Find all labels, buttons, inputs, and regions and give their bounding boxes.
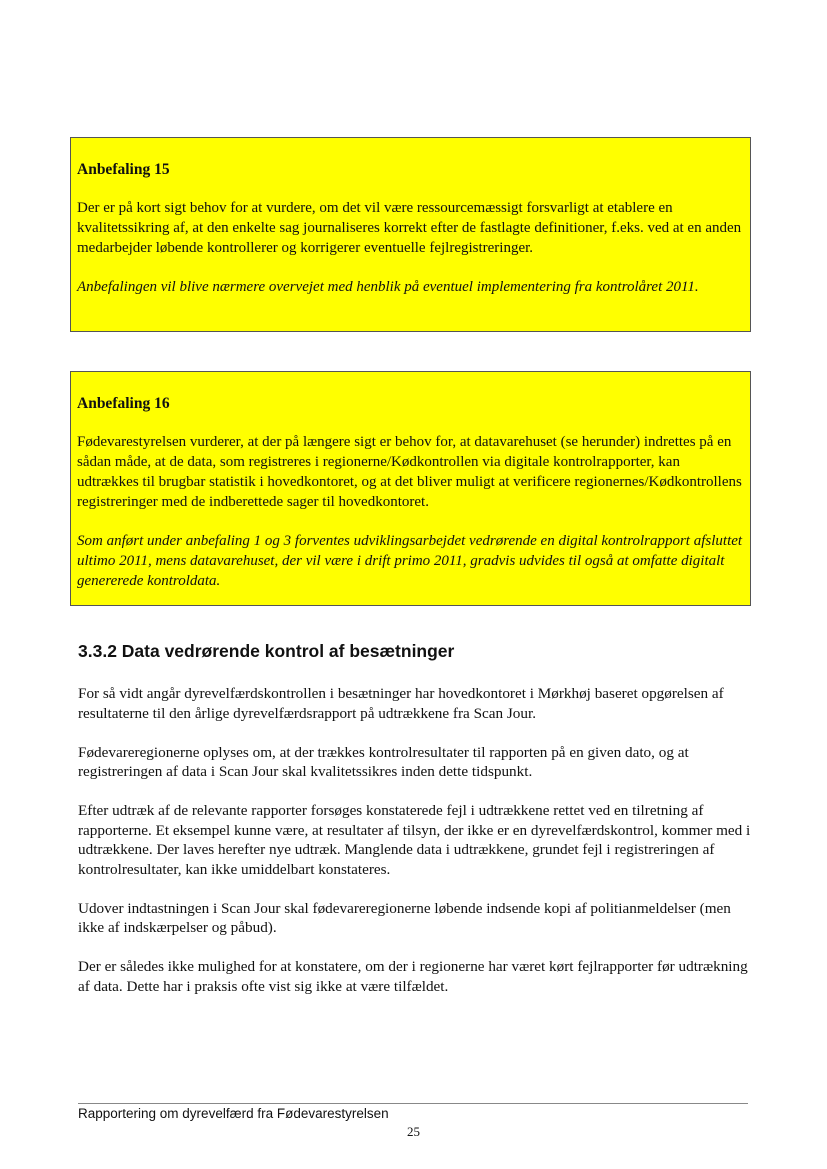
page-number: 25 <box>407 1124 420 1139</box>
paragraph: Der er således ikke mulighed for at konstatere, om der i regionerne har været kørt fejlrapporter før udtrækning af data. Dette har i praksis ofte vist sig ikke at være tilfældet. <box>78 958 748 995</box>
recommendation-response: Som anført under anbefaling 1 og 3 forventes udviklingsarbejdet vedrørende en digital kontrolrapport afsluttet ultimo 2011, mens datavarehuset, der vil være i drift primo 2011, gradvis udvides til også at omfatte digitalt genererede kontroldata. <box>77 533 743 589</box>
recommendation-box-16 <box>70 371 751 606</box>
recommendation-response: Anbefalingen vil blive nærmere overvejet med henblik på eventuel implementering fra kontrolåret 2011. <box>77 279 699 295</box>
section-body <box>78 684 753 1016</box>
paragraph: Udover indtastningen i Scan Jour skal fødevareregionerne løbende indsende kopi af politianmeldelser (men ikke af indskærpelser og påbud). <box>78 899 731 936</box>
recommendation-body: Der er på kort sigt behov for at vurdere, om det vil være ressourcemæssigt forsvarligt at etablere en kvalitetssikring af, at den enkelte sag journaliseres korrekt efter de fastlagte definitioner, f.eks. ved at en anden medarbejder løbende kontrollerer og korrigerer eventuelle fejlregistreringer. <box>77 200 742 256</box>
recommendation-box-15 <box>70 137 751 332</box>
paragraph: Efter udtræk af de relevante rapporter forsøges konstaterede fejl i udtrækkene rettet ved en tilretning af rapporterne. Et eksempel kunne være, at resultater af tilsyn, der ikke er en dyrevelfærdskontrol, kommer med i udtrækkene. Der laves herefter nye udtræk. Manglende data i udtrækkene, grundet fejl i registreringen af kontrolresultater, kan ikke umiddelbart konstateres. <box>78 802 751 878</box>
recommendation-title: Anbefaling 15 <box>77 161 170 178</box>
paragraph: For så vidt angår dyrevelfærdskontrollen i besætninger har hovedkontoret i Mørkhøj baseret opgørelsen af resultaterne til den årlige dyrevelfærdsrapport på udtrækkene fra Scan Jour. <box>78 685 724 722</box>
recommendation-title: Anbefaling 16 <box>77 395 170 412</box>
recommendation-body: Fødevarestyrelsen vurderer, at der på længere sigt er behov for, at datavarehuset (se herunder) indrettes på en sådan måde, at de data, som registreres i regionerne/Kødkontrollen via digitale kontrolrapporter, kan udtrækkes til brugbar statistik i hovedkontoret, og at det bliver muligt at verificere regionernes/Kødkontrollens registreringer med de indberettede sager til hovedkontoret. <box>77 434 742 510</box>
footer-text: Rapportering om dyrevelfærd fra Fødevarestyrelsen <box>78 1106 389 1121</box>
paragraph: Fødevareregionerne oplyses om, at der trækkes kontrolresultater til rapporten på en given dato, og at registreringen af data i Scan Jour skal kvalitetssikres inden dette tidspunkt. <box>78 743 689 780</box>
section-heading: 3.3.2 Data vedrørende kontrol af besætninger <box>78 641 455 661</box>
footer-divider <box>78 1103 748 1104</box>
